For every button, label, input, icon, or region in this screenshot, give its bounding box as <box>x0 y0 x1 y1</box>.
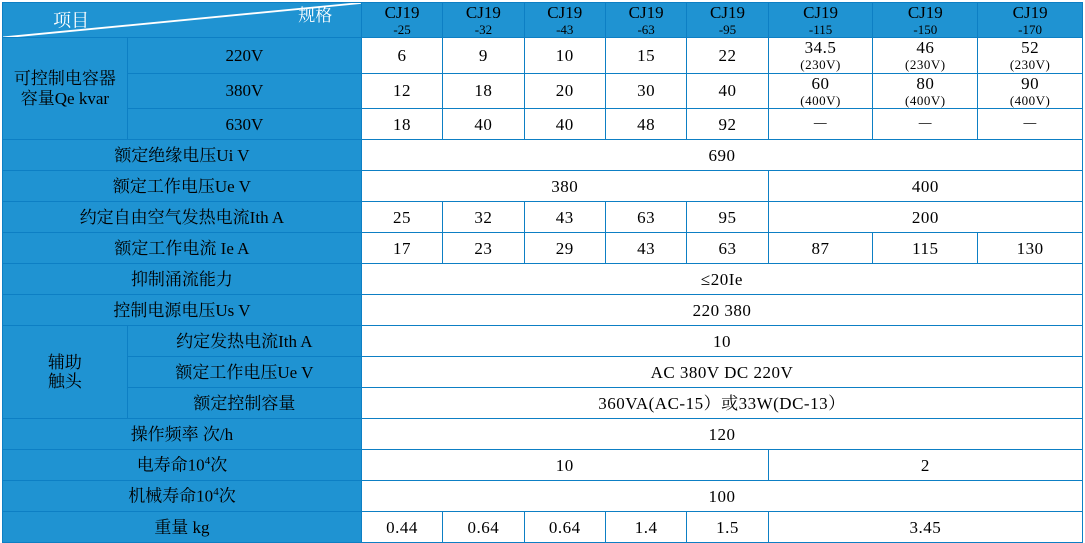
cell-value: － <box>873 109 978 140</box>
capacitor-label-line1: 可控制电容器 <box>13 69 116 89</box>
model-header-8 <box>978 3 1083 38</box>
model-header-2 <box>443 3 524 38</box>
model-suffix: -32 <box>474 21 493 37</box>
cell-main: 34.5 <box>804 38 837 58</box>
model-suffix: -63 <box>637 21 655 37</box>
cell-value: 15 <box>605 38 686 73</box>
cell-value: 0.64 <box>524 512 605 543</box>
cell-value: 10 <box>524 38 605 73</box>
cell-value: － <box>768 109 873 140</box>
table-row <box>3 264 1083 295</box>
row-label-weight: 重量 kg <box>3 512 362 543</box>
cell-value: 12 <box>361 73 442 108</box>
voltage-220v-label: 220V <box>127 38 361 73</box>
model-name: CJ19 <box>384 3 420 22</box>
cell-value: 29 <box>524 233 605 264</box>
cell-value: 40 <box>443 109 524 140</box>
model-header-3 <box>524 3 605 38</box>
table-row <box>3 202 1083 233</box>
aux-contacts-label <box>3 326 128 419</box>
cell-note: (230V) <box>1009 57 1051 73</box>
cell-value: 400 <box>768 171 1082 202</box>
table-row <box>3 171 1083 202</box>
aux-label-line1: 辅助 <box>47 352 82 372</box>
cell-value: 1.4 <box>605 512 686 543</box>
cell-value: 10 <box>361 326 1082 357</box>
cell-value-with-note <box>978 73 1083 108</box>
cell-value: 25 <box>361 202 442 233</box>
cell-value: 2 <box>768 450 1082 481</box>
table-header-row <box>3 3 1083 38</box>
model-header-7 <box>873 3 978 38</box>
cell-note: (230V) <box>800 57 841 73</box>
cell-value: 30 <box>605 73 686 108</box>
model-name: CJ19 <box>907 3 943 22</box>
table-row <box>3 38 1083 73</box>
cell-value: 63 <box>605 202 686 233</box>
cell-main: 52 <box>1021 38 1040 58</box>
model-suffix: -43 <box>556 21 574 37</box>
model-suffix: -150 <box>913 21 938 37</box>
model-name: CJ19 <box>547 3 583 22</box>
model-name: CJ19 <box>803 3 839 22</box>
cell-value: 100 <box>361 481 1082 512</box>
cell-value: 87 <box>768 233 873 264</box>
cell-value: AC 380V DC 220V <box>361 357 1082 388</box>
table-row <box>3 326 1083 357</box>
aux-label-line2: 触头 <box>47 372 82 392</box>
capacitor-capacity-label <box>3 38 128 140</box>
cell-value: 0.64 <box>443 512 524 543</box>
model-name: CJ19 <box>1012 3 1048 22</box>
cell-value: 10 <box>361 450 768 481</box>
model-suffix: -95 <box>718 21 737 37</box>
cell-note: (400V) <box>905 92 946 108</box>
spec-label: 规格 <box>298 5 333 25</box>
cell-value: 48 <box>605 109 686 140</box>
table-row <box>3 419 1083 450</box>
label-exponent: 4 <box>204 455 211 468</box>
cell-value: 115 <box>873 233 978 264</box>
model-header-6 <box>768 3 873 38</box>
cell-note: (400V) <box>800 92 841 108</box>
row-label-inrush-suppression: 抑制涌流能力 <box>3 264 362 295</box>
cell-value-with-note <box>768 38 873 73</box>
cell-note: (400V) <box>1009 92 1051 108</box>
cell-value: 3.45 <box>768 512 1082 543</box>
row-label-operating-frequency: 操作频率 次/h <box>3 419 362 450</box>
cell-main: 46 <box>916 38 935 58</box>
row-label-aux-rated-voltage: 额定工作电压Ue V <box>127 357 361 388</box>
cell-value: 23 <box>443 233 524 264</box>
cell-value-with-note <box>768 73 873 108</box>
item-label: 项目 <box>53 10 90 31</box>
model-header-4 <box>605 3 686 38</box>
table-row <box>3 450 1083 481</box>
capacitor-label-line2: 容量Qe kvar <box>20 88 110 108</box>
cell-value: 6 <box>361 38 442 73</box>
model-header-1 <box>361 3 442 38</box>
item-spec-diagonal-header <box>3 3 362 38</box>
row-label-mechanical-life <box>3 481 362 512</box>
model-header-5 <box>687 3 768 38</box>
label-exponent: 4 <box>213 486 219 499</box>
specification-table <box>2 2 1083 543</box>
cell-value: 20 <box>524 73 605 108</box>
model-name: CJ19 <box>710 3 745 22</box>
spec-sheet <box>0 2 1085 537</box>
row-label-aux-control-capacity: 额定控制容量 <box>127 388 361 419</box>
row-label-electrical-life <box>3 450 362 481</box>
label-suffix: 次 <box>218 487 236 506</box>
cell-value-with-note <box>873 73 978 108</box>
table-row <box>3 357 1083 388</box>
cell-value: － <box>978 109 1083 140</box>
cell-value: 9 <box>443 38 524 73</box>
label-prefix: 电寿命10 <box>136 456 205 475</box>
label-suffix: 次 <box>210 456 228 475</box>
cell-value: 380 <box>361 171 768 202</box>
cell-value: 220 380 <box>361 295 1082 326</box>
cell-value-with-note <box>873 38 978 73</box>
cell-value: 92 <box>687 109 768 140</box>
row-label-aux-thermal-current: 约定发热电流Ith A <box>127 326 361 357</box>
cell-value: ≤20Ie <box>361 264 1082 295</box>
model-name: CJ19 <box>628 3 664 22</box>
cell-note: (230V) <box>905 57 946 73</box>
row-label-control-supply-voltage: 控制电源电压Us V <box>3 295 362 326</box>
label-prefix: 机械寿命10 <box>128 487 214 506</box>
voltage-630v-label: 630V <box>127 109 361 140</box>
table-row <box>3 388 1083 419</box>
row-label-rated-operational-current: 额定工作电流 Ie A <box>3 233 362 264</box>
cell-value: 22 <box>687 38 768 73</box>
table-row <box>3 512 1083 543</box>
cell-value: 43 <box>605 233 686 264</box>
model-suffix: -25 <box>393 21 411 37</box>
cell-value: 63 <box>687 233 768 264</box>
table-row <box>3 73 1083 108</box>
voltage-380v-label: 380V <box>127 73 361 108</box>
cell-value: 18 <box>361 109 442 140</box>
table-row <box>3 109 1083 140</box>
cell-value: 17 <box>361 233 442 264</box>
cell-value: 130 <box>978 233 1083 264</box>
cell-value: 40 <box>524 109 605 140</box>
model-suffix: -170 <box>1018 21 1043 37</box>
model-suffix: -115 <box>808 21 833 37</box>
cell-main: 60 <box>811 73 830 93</box>
table-row <box>3 481 1083 512</box>
cell-value: 690 <box>361 140 1082 171</box>
cell-value: 95 <box>687 202 768 233</box>
cell-value: 18 <box>443 73 524 108</box>
cell-value: 120 <box>361 419 1082 450</box>
row-label-rated-operational-voltage: 额定工作电压Ue V <box>3 171 362 202</box>
table-row <box>3 295 1083 326</box>
cell-value: 1.5 <box>687 512 768 543</box>
cell-value: 0.44 <box>361 512 442 543</box>
model-name: CJ19 <box>465 3 501 22</box>
cell-main: 90 <box>1021 73 1040 93</box>
cell-value-with-note <box>978 38 1083 73</box>
cell-value: 360VA(AC-15）或33W(DC-13） <box>361 388 1082 419</box>
cell-value: 40 <box>687 73 768 108</box>
cell-value: 43 <box>524 202 605 233</box>
row-label-rated-insulation-voltage: 额定绝缘电压Ui V <box>3 140 362 171</box>
table-row <box>3 140 1083 171</box>
cell-value: 200 <box>768 202 1082 233</box>
table-row <box>3 233 1083 264</box>
row-label-thermal-current: 约定自由空气发热电流Ith A <box>3 202 362 233</box>
cell-value: 32 <box>443 202 524 233</box>
cell-main: 80 <box>916 73 935 93</box>
